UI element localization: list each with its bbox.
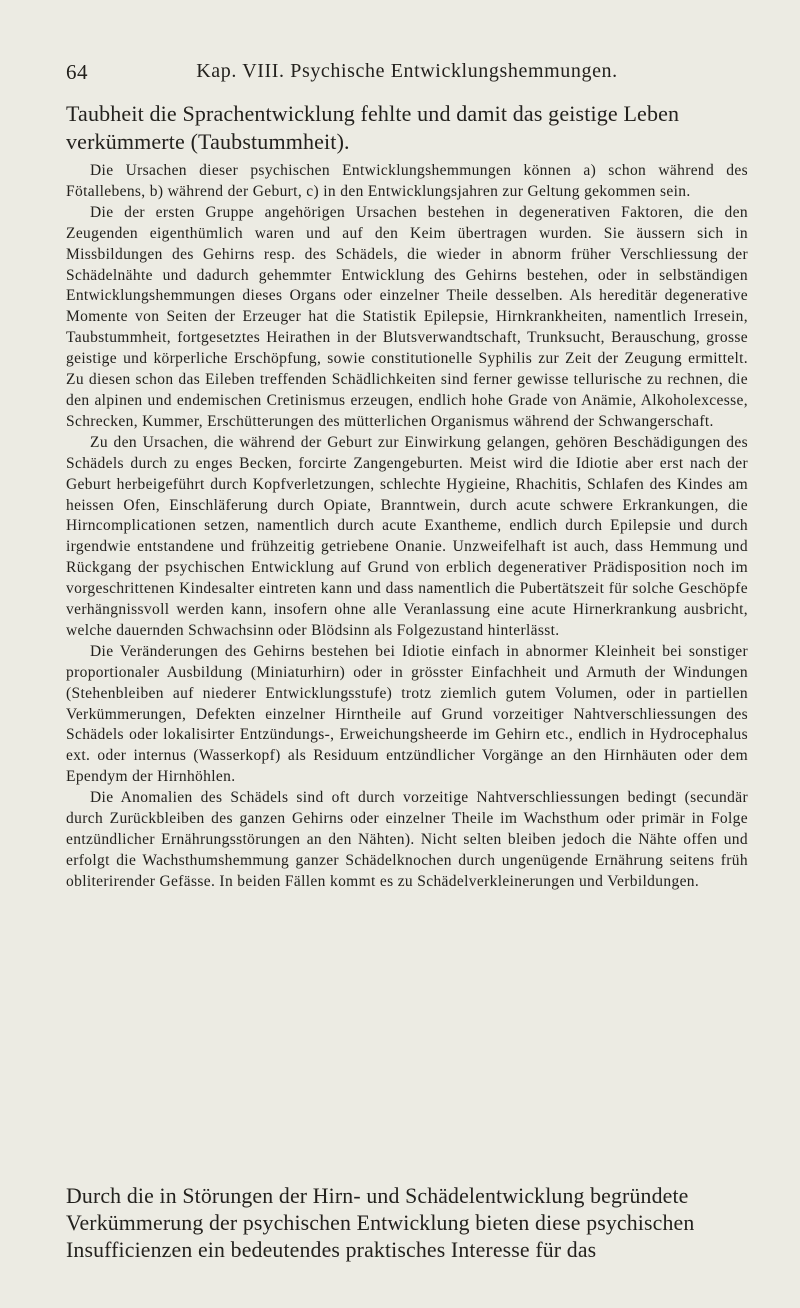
paragraph-causes-intro: Die Ursachen dieser psychischen Entwicklungshemmungen können a) schon während des Fötallebens, b) während der Geburt, c) in den Entwicklungsjahren zur Geltung gekommen sein. <box>66 162 748 200</box>
paragraph-skull-anomalies: Die Anomalien des Schädels sind oft durch vorzeitige Nahtverschliessungen bedingt (secundär durch Zurückbleiben des ganzen Gehirns oder einzelner Theile im Wachsthum oder primär in Folge entzündlicher Ernährungsstörungen an den Nähten). Nicht selten bleiben jedoch die Nähte offen und erfolgt die Wachsthumshemmung ganzer Schädelknochen durch ungenügende Ernährung seitens früh obliterirender Gefässe. In beiden Fällen kommt es zu Schädelverkleinerungen und Verbildungen. <box>66 789 748 890</box>
page-header <box>66 60 748 88</box>
paragraph-degenerative-factors: Die der ersten Gruppe angehörigen Ursachen bestehen in degenerativen Faktoren, die den Zeugenden eigenthümlich waren und auf den Keim übertragen wurden. Sie äussern sich in Missbildungen des Gehirns resp. des Schädels, die wieder in abnorm früher Verschliessung der Schädelnähte und dadurch gehemmter Entwicklung des Gehirns bestehen, oder in selbständigen Entwicklungshemmungen dieses Organs oder einzelner Theile desselben. Als hereditär degenerative Momente von Seiten der Erzeuger hat die Statistik Epilepsie, Hirnkrankheiten, namentlich Irresein, Taubstummheit, fortgesetztes Heirathen in der Blutsverwandtschaft, Trunksucht, Berauschung, grosse geistige und körperliche Erschöpfung, sowie constitutionelle Syphilis zur Zeit der Zeugung ermittelt. Zu diesen schon das Eileben treffenden Schädlichkeiten sind ferner gewisse tellurische zu rechnen, die den alpinen und endemischen Cretinismus erzeugen, endlich hohe Grade von Anämie, Alkoholexcesse, Schrecken, Kummer, Erschütterungen des mütterlichen Organismus während der Schwangerschaft. <box>66 203 748 430</box>
paragraph-birth-causes: Zu den Ursachen, die während der Geburt zur Einwirkung gelangen, gehören Beschädigungen des Schädels durch zu enges Becken, forcirte Zangengeburten. Meist wird die Idiotie aber erst nach der Geburt herbeigeführt durch Kopfverletzungen, schlechte Hygieine, Rhachitis, Schlafen des Kindes am heissen Ofen, Einschläferung durch Opiate, Branntwein, durch acute schwere Erkrankungen, die Hirncomplicationen setzen, namentlich durch acute Exantheme, endlich durch Epilepsie und durch irgendwie entstandene und frühzeitig getriebene Onanie. Unzweifelhaft ist auch, dass Hemmung und Rückgang der psychischen Entwicklung auf Grund von erblich degenerativer Prädisposition noch im vorgeschrittenen Kindesalter eintreten kann und dass namentlich die Pubertätszeit für solche Geschöpfe verhängnissvoll werden kann, insofern ohne alle Veranlassung eine acute Hirnerkrankung ausbricht, welche dauernden Schwachsinn oder Blödsinn als Folgezustand hinterlässt. <box>66 433 748 639</box>
page-number: 64 <box>66 60 88 84</box>
body-text <box>66 161 748 893</box>
lead-paragraph: Taubheit die Sprachentwicklung fehlte und damit das geistige Leben verkümmerte (Taubstummheit). <box>66 101 680 154</box>
closing-paragraph: Durch die in Störungen der Hirn- und Schädelentwicklung begründete Verkümmerung der psychischen Entwicklung bieten diese psychischen Insufficienzen ein bedeutendes praktisches Interesse für das <box>66 1184 695 1262</box>
paragraph-brain-changes: Die Veränderungen des Gehirns bestehen bei Idiotie einfach in abnormer Kleinheit bei sonstiger proportionaler Ausbildung (Miniaturhirn) oder in grösster Einfachheit und Armuth der Windungen (Stehenbleiben auf niederer Entwicklungsstufe) trotz ziemlich gutem Volumen, oder in partiellen Verkümmerungen, Defekten einzelner Hirntheile auf Grund vorzeitiger Nahtverschliessungen des Schädels oder lokalisirter Entzündungs-, Erweichungsheerde im Gehirn etc., endlich in Hydrocephalus ext. oder internus (Wasserkopf) als Residuum entzündlicher Vorgänge an den Hirnhäuten oder dem Ependym der Hirnhöhlen. <box>66 642 748 786</box>
running-head: Kap. VIII. Psychische Entwicklungshemmungen. <box>196 60 618 82</box>
